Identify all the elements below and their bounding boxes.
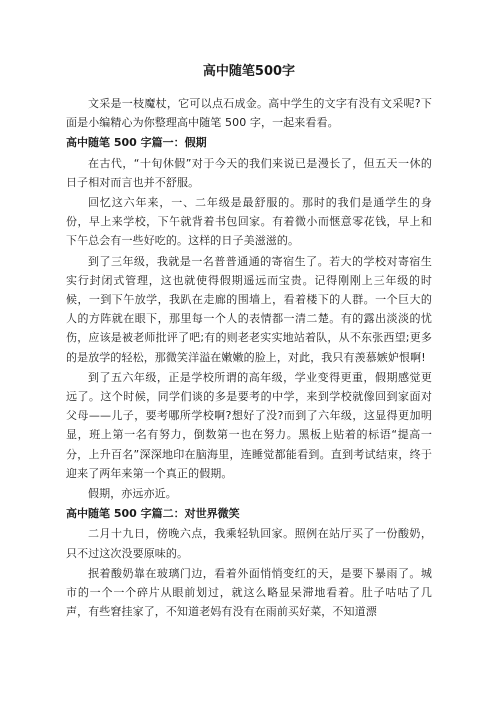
section1-paragraph: 回忆这六年来，一、二年级是最舒服的。那时的我们是通学生的身份，早上来学校，下午就背着书包回家。有着微小而惬意零花钱，早上和下午总会有一些好吃的。这样的日子美滋滋的。 [66, 196, 432, 248]
section1-paragraph: 到了五六年级，正是学校所谓的高年级，学业变得更重，假期感觉更远了。这个时候，同学们谈的多是要考的中学，来到学校就像回到家面对父母——儿子，要考哪所学校啊?想好了没?而到了六年级，这显得更加明显，班上第一名有努力，倒数第一也在努力。黑板上贴着的标语“提高一分，上升百名”深深地印在脑海里，连睡觉都能看到。直到考试结束，终于迎来了两年来第一个真正的假期。 [66, 370, 432, 480]
section1-paragraph: 假期，亦远亦近。 [88, 487, 177, 501]
section1-paragraph: 在古代，“十旬休假”对于今天的我们来说已是漫长了，但五天一休的日子相对而言也并不舒服。 [66, 156, 432, 189]
section1-paragraph: 到了三年级，我就是一名普普通通的寄宿生了。若大的学校对寄宿生实行封闭式管理，这也就使得假期遥远而宝贵。记得刚刚上三年级的时候，一到下午放学，我趴在走廊的围墙上，看着楼下的人群。一个巨大的人的方阵就在眼下，那里每一个人的表情都一清二楚。有的露出淡淡的忧伤，应该是被老师批评了吧;有的则老老实实地站着队，从不东张西望;更多的是放学的轻松，那微笑洋溢在嫩嫩的脸上，对此，我只有羡慕嫉妒恨啊! [66, 254, 432, 364]
document-page [66, 62, 432, 622]
section2-paragraph: 抿着酸奶靠在玻璃门边，看着外面悄悄变红的天，是要下暴雨了。城市的一个一个碎片从眼前划过，就这么略显呆滞地看着。肚子咕咕了几声，有些窘挂家了，不知道老妈有没有在雨前买好菜，不知道漂 [66, 566, 432, 619]
section-heading-1: 高中随笔 500 字篇一：假期 [66, 136, 207, 150]
document-title: 高中随笔500字 [202, 64, 296, 79]
section-heading-2: 高中随笔 500 字篇二：对世界微笑 [66, 507, 240, 521]
section2-paragraph: 二月十九日，傍晚六点，我乘轻轨回家。照例在站厅买了一份酸奶，只不过这次没要原味的。 [66, 527, 432, 560]
intro-paragraph: 文采是一枝魔杖，它可以点石成金。高中学生的文字有没有文采呢?下面是小编精心为你整理高中随笔 500 字，一起来看看。 [66, 97, 432, 130]
